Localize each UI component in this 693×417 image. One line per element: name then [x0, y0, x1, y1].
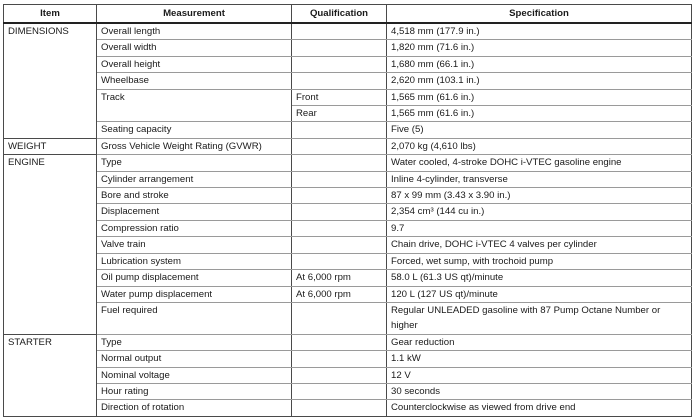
table-body: [4, 23, 692, 416]
category-cell: [4, 351, 97, 367]
specification-cell: 12 V: [387, 367, 692, 383]
table-row: [4, 351, 692, 367]
qualification-cell: [292, 383, 387, 399]
measurement-cell: Normal output: [97, 351, 292, 367]
table-row: [4, 171, 692, 187]
table-row: [4, 122, 692, 138]
header-item: Item: [4, 5, 97, 24]
specification-cell: [387, 302, 692, 334]
category-cell: [4, 270, 97, 286]
qualification-cell: [292, 367, 387, 383]
table-row: [4, 383, 692, 399]
qualification-cell: [292, 204, 387, 220]
specification-cell: 9.7: [387, 220, 692, 236]
qualification-cell: [292, 56, 387, 72]
qualification-cell: [292, 351, 387, 367]
specification-cell: Forced, wet sump, with trochoid pump: [387, 253, 692, 269]
category-cell: STARTER: [4, 334, 97, 350]
measurement-cell: [97, 106, 292, 122]
header-qualification: Qualification: [292, 5, 387, 24]
measurement-cell: Cylinder arrangement: [97, 171, 292, 187]
qualification-cell: [292, 237, 387, 253]
qualification-cell: [292, 155, 387, 171]
category-cell: DIMENSIONS: [4, 23, 97, 40]
category-cell: [4, 122, 97, 138]
table-row: [4, 56, 692, 72]
qualification-cell: [292, 188, 387, 204]
category-cell: [4, 40, 97, 56]
table-row: [4, 188, 692, 204]
measurement-cell: Oil pump displacement: [97, 270, 292, 286]
measurement-cell: Valve train: [97, 237, 292, 253]
qualification-cell: At 6,000 rpm: [292, 286, 387, 302]
qualification-cell: [292, 334, 387, 350]
category-cell: [4, 171, 97, 187]
qualification-cell: [292, 171, 387, 187]
qualification-cell: [292, 138, 387, 154]
specification-cell: Five (5): [387, 122, 692, 138]
qualification-cell: [292, 23, 387, 40]
category-cell: [4, 204, 97, 220]
table-row: [4, 220, 692, 236]
specification-cell: 1,680 mm (66.1 in.): [387, 56, 692, 72]
category-cell: WEIGHT: [4, 138, 97, 154]
measurement-cell: Track: [97, 89, 292, 105]
table-row: [4, 286, 692, 302]
specification-cell: 2,354 cm³ (144 cu in.): [387, 204, 692, 220]
qualification-cell: [292, 220, 387, 236]
specification-cell: 30 seconds: [387, 383, 692, 399]
specification-line-1: Regular UNLEADED gasoline with 87 Pump Octane Number or: [391, 304, 661, 316]
qualification-cell: [292, 40, 387, 56]
category-cell: [4, 383, 97, 399]
category-cell: [4, 56, 97, 72]
table-header-row: [4, 5, 692, 24]
specification-cell: 87 x 99 mm (3.43 x 3.90 in.): [387, 188, 692, 204]
table-row: [4, 302, 692, 334]
measurement-cell: Lubrication system: [97, 253, 292, 269]
specification-cell: Counterclockwise as viewed from drive end: [387, 400, 692, 416]
qualification-cell: At 6,000 rpm: [292, 270, 387, 286]
specification-cell: 1,565 mm (61.6 in.): [387, 89, 692, 105]
specification-cell: 2,070 kg (4,610 lbs): [387, 138, 692, 154]
table-row: [4, 367, 692, 383]
measurement-cell: Wheelbase: [97, 73, 292, 89]
specification-cell: 1.1 kW: [387, 351, 692, 367]
qualification-cell: Front: [292, 89, 387, 105]
measurement-cell: Compression ratio: [97, 220, 292, 236]
measurement-cell: Nominal voltage: [97, 367, 292, 383]
measurement-cell: Seating capacity: [97, 122, 292, 138]
specification-cell: 1,565 mm (61.6 in.): [387, 106, 692, 122]
measurement-cell: Hour rating: [97, 383, 292, 399]
measurement-cell: Water pump displacement: [97, 286, 292, 302]
category-cell: [4, 286, 97, 302]
table-row: [4, 89, 692, 105]
category-cell: [4, 188, 97, 204]
measurement-cell: Gross Vehicle Weight Rating (GVWR): [97, 138, 292, 154]
table-row: [4, 253, 692, 269]
specifications-table: [3, 4, 692, 417]
table-row: [4, 106, 692, 122]
category-cell: [4, 106, 97, 122]
specification-cell: Gear reduction: [387, 334, 692, 350]
table-row: [4, 138, 692, 154]
category-cell: [4, 367, 97, 383]
specification-cell: Inline 4-cylinder, transverse: [387, 171, 692, 187]
specification-cell: 58.0 L (61.3 US qt)/minute: [387, 270, 692, 286]
header-specification: Specification: [387, 5, 692, 24]
specification-cell: Chain drive, DOHC i-VTEC 4 valves per cylinder: [387, 237, 692, 253]
category-cell: [4, 253, 97, 269]
specification-line-2: higher: [391, 320, 418, 332]
specification-cell: 120 L (127 US qt)/minute: [387, 286, 692, 302]
category-cell: [4, 220, 97, 236]
table-row: [4, 23, 692, 40]
table-row: [4, 270, 692, 286]
table-row: [4, 204, 692, 220]
table-row: [4, 237, 692, 253]
table-row: [4, 334, 692, 350]
qualification-cell: [292, 400, 387, 416]
table-row: [4, 40, 692, 56]
header-measurement: Measurement: [97, 5, 292, 24]
measurement-cell: Displacement: [97, 204, 292, 220]
qualification-cell: Rear: [292, 106, 387, 122]
table-row: [4, 400, 692, 416]
measurement-cell: Direction of rotation: [97, 400, 292, 416]
qualification-cell: [292, 73, 387, 89]
category-cell: [4, 400, 97, 416]
measurement-cell: Bore and stroke: [97, 188, 292, 204]
measurement-cell: Overall height: [97, 56, 292, 72]
measurement-cell: Overall length: [97, 23, 292, 40]
measurement-cell: Fuel required: [97, 302, 292, 334]
category-cell: [4, 73, 97, 89]
specification-cell: 4,518 mm (177.9 in.): [387, 23, 692, 40]
specification-cell: 2,620 mm (103.1 in.): [387, 73, 692, 89]
table-row: [4, 155, 692, 171]
measurement-cell: Type: [97, 334, 292, 350]
category-cell: [4, 302, 97, 334]
measurement-cell: Type: [97, 155, 292, 171]
category-cell: [4, 237, 97, 253]
qualification-cell: [292, 302, 387, 334]
qualification-cell: [292, 253, 387, 269]
table-row: [4, 73, 692, 89]
category-cell: ENGINE: [4, 155, 97, 171]
measurement-cell: Overall width: [97, 40, 292, 56]
qualification-cell: [292, 122, 387, 138]
specification-cell: 1,820 mm (71.6 in.): [387, 40, 692, 56]
specification-cell: Water cooled, 4-stroke DOHC i-VTEC gasoline engine: [387, 155, 692, 171]
category-cell: [4, 89, 97, 105]
